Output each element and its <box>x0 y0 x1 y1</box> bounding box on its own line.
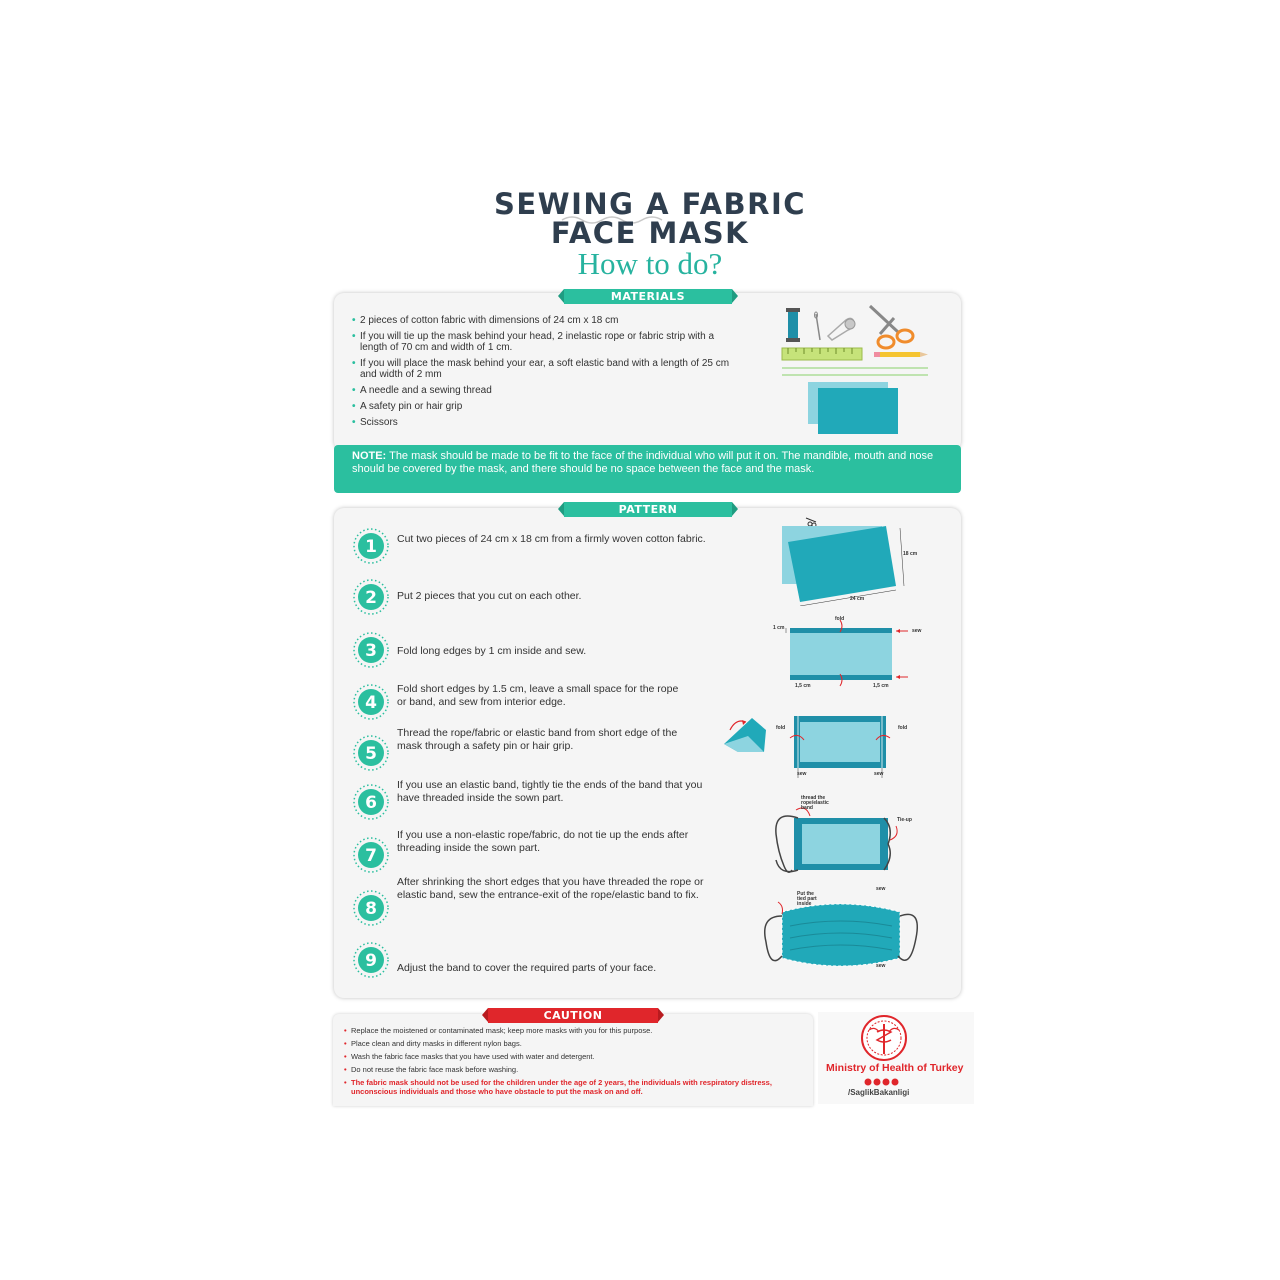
caution-heading: CAUTION <box>488 1008 658 1023</box>
step-badge-5 <box>352 734 390 772</box>
diagram-label: fold <box>776 725 786 731</box>
ministry-logo <box>855 1014 913 1062</box>
step-number: 5 <box>365 744 377 764</box>
caution-item: • Wash the fabric face masks that you have used with water and detergent. <box>344 1053 804 1062</box>
step-number: 4 <box>365 693 377 713</box>
materials-item: • 2 pieces of cotton fabric with dimensions of 24 cm x 18 cm <box>352 315 732 326</box>
caution-list <box>344 1027 804 1101</box>
note-bar <box>334 445 961 493</box>
subtitle: How to do? <box>577 246 723 281</box>
step-badge-6 <box>352 783 390 821</box>
diagram-label: Put the tied part inside <box>797 891 817 907</box>
ruler-icon <box>782 348 862 360</box>
scissors-icon <box>806 518 816 527</box>
thread-spool-icon <box>786 308 800 342</box>
diagram-cut-fabric <box>776 514 926 606</box>
diagram-label: fold <box>898 725 908 731</box>
diagram-label: 1,5 cm <box>873 683 889 689</box>
materials-item: • Scissors <box>352 417 732 428</box>
step-text-9: Adjust the band to cover the required parts of your face. <box>397 962 657 974</box>
step-badge-9 <box>352 941 390 979</box>
step-number: 1 <box>365 537 377 557</box>
fabric-pieces-icon <box>808 382 898 434</box>
diagram-label: sew <box>876 886 886 892</box>
materials-heading: MATERIALS <box>564 289 732 304</box>
diagram-thread-band <box>770 800 920 884</box>
step-number: 9 <box>365 951 377 971</box>
step-text-8: After shrinking the short edges that you have threaded the rope or elastic band, sew the entrance-exit of the rope/elastic band to fix. <box>397 876 704 901</box>
ministry-handle: /SaglikBakanligi <box>848 1088 910 1097</box>
instagram-icon <box>874 1079 881 1086</box>
materials-item: • A needle and a sewing thread <box>352 385 732 396</box>
title-line-2: FACE MASK <box>550 216 750 250</box>
diagram-label: Tie-up <box>897 817 912 823</box>
caution-warning: • The fabric mask should not be used for the children under the age of 2 years, the individuals with respiratory distress, unconscious individuals and those who have obstacle to put the mask on and off. <box>344 1079 804 1096</box>
materials-item: • If you will place the mask behind your ear, a soft elastic band with a length of 25 cm and width of 2 mm <box>352 358 732 380</box>
step-number: 3 <box>365 641 377 661</box>
step-text-6: If you use an elastic band, tightly tie the ends of the band that you have threaded inside the sown part. <box>397 779 703 804</box>
diagram-label: sew <box>912 628 922 634</box>
step-badge-4 <box>352 683 390 721</box>
materials-list <box>352 315 732 433</box>
step-number: 6 <box>365 793 377 813</box>
step-text-3: Fold long edges by 1 cm inside and sew. <box>397 645 587 657</box>
diagram-label: sew <box>874 771 884 777</box>
ministry-name: Ministry of Health of Turkey <box>826 1062 964 1074</box>
corner-fold-icon <box>724 718 766 752</box>
step-badge-7 <box>352 836 390 874</box>
diagram-finished-mask <box>760 892 924 978</box>
title-line-1: SEWING A FABRIC <box>493 187 807 221</box>
step-badge-2 <box>352 578 390 616</box>
caution-item: • Do not reuse the fabric face mask before washing. <box>344 1066 804 1075</box>
step-badge-3 <box>352 631 390 669</box>
step-text-4: Fold short edges by 1.5 cm, leave a small space for the rope or band, and sew from interior edge. <box>397 683 679 708</box>
fabric-strip-icon <box>782 368 928 375</box>
scissors-icon <box>870 306 913 348</box>
step-text-1: Cut two pieces of 24 cm x 18 cm from a firmly woven cotton fabric. <box>397 533 706 545</box>
step-number: 2 <box>365 588 377 608</box>
caution-item: • Place clean and dirty masks in different nylon bags. <box>344 1040 804 1049</box>
diagram-fold-long-edges <box>782 618 922 690</box>
step-text-5: Thread the rope/fabric or elastic band from short edge of the mask through a safety pin or hair grip. <box>397 727 678 752</box>
social-icons <box>864 1078 904 1086</box>
diagram-label: thread the rope/elastic band <box>801 795 829 811</box>
safety-pin-icon <box>828 318 855 340</box>
diagram-label: fold <box>835 616 845 622</box>
materials-illustration <box>776 300 936 440</box>
diagram-label: 24 cm <box>850 596 865 602</box>
diagram-label: 1 cm <box>773 625 785 631</box>
step-text-7: If you use a non-elastic rope/fabric, do not tie up the ends after threading inside the sown part. <box>397 829 689 854</box>
step-text-2: Put 2 pieces that you cut on each other. <box>397 590 582 602</box>
diagram-label: 1,5 cm <box>795 683 811 689</box>
materials-item: • If you will tie up the mask behind your head, 2 inelastic rope or fabric strip with a length of 70 cm and width of 1 cm. <box>352 331 732 353</box>
step-number: 8 <box>365 899 377 919</box>
step-number: 7 <box>365 846 377 866</box>
pencil-icon <box>874 352 928 357</box>
step-badge-8 <box>352 889 390 927</box>
diagram-fold-short-edges <box>718 712 918 782</box>
step-badge-1 <box>352 527 390 565</box>
youtube-icon <box>892 1079 899 1086</box>
facebook-icon <box>865 1079 872 1086</box>
twitter-icon <box>883 1079 890 1086</box>
pattern-heading: PATTERN <box>564 502 732 517</box>
materials-item: • A safety pin or hair grip <box>352 401 732 412</box>
caution-item: • Replace the moistened or contaminated mask; keep more masks with you for this purpose. <box>344 1027 804 1036</box>
needle-icon <box>815 312 821 340</box>
diagram-label: sew <box>797 771 807 777</box>
diagram-label: sew <box>876 963 886 969</box>
note-text: The mask should be made to be fit to the face of the individual who will put it on. The mandible, mouth and nose should be covered by the mask, and there should be no space between the face and the mask. <box>352 450 934 475</box>
diagram-label: 18 cm <box>903 551 918 557</box>
note-label: NOTE: <box>352 450 387 462</box>
